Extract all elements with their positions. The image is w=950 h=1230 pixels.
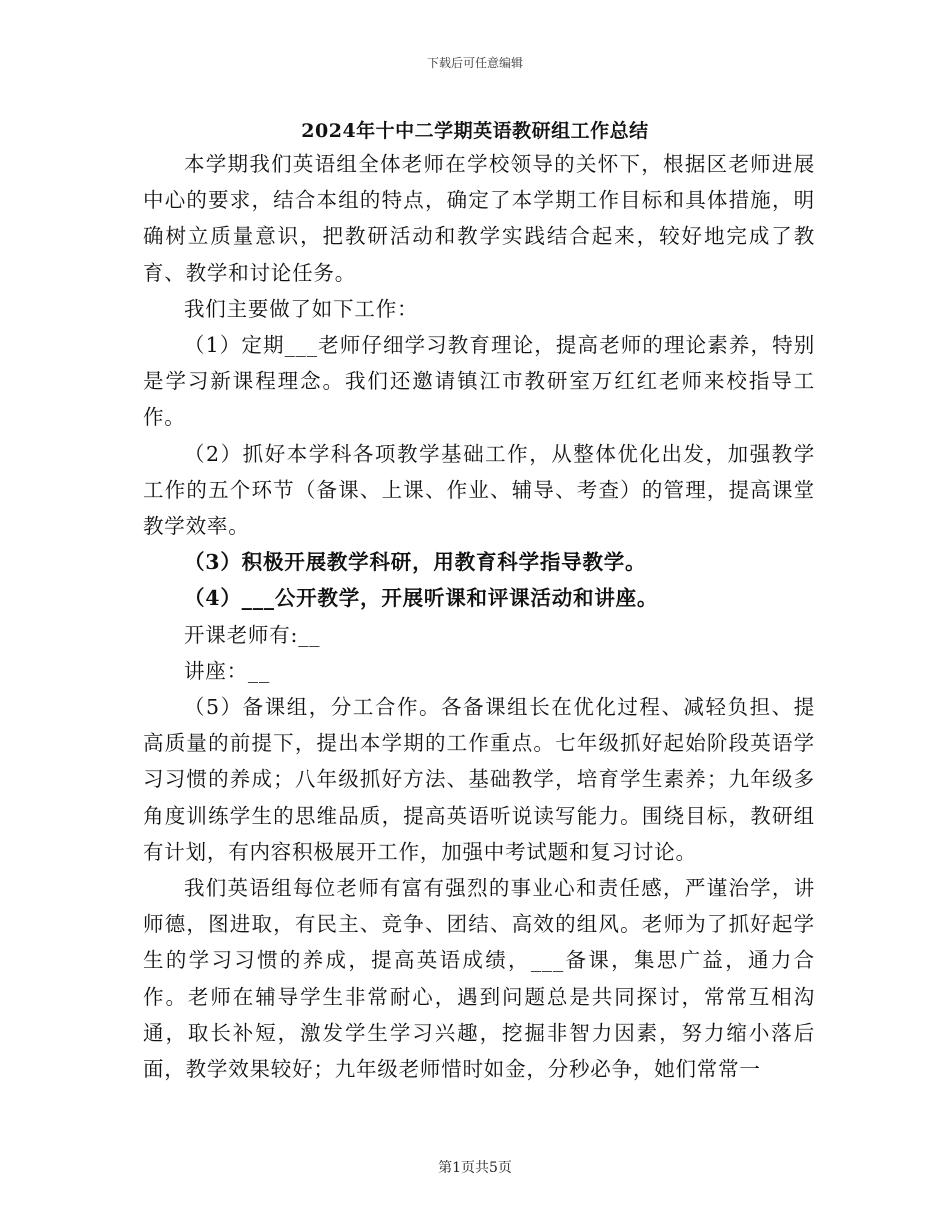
document-body [143,146,815,1087]
document-title: 2024年十中二学期英语教研组工作总结 [301,120,649,142]
paragraph-item-3: （3）积极开展教学科研，用教育科学指导教学。 [184,550,647,575]
paragraph-item-4: （4）___公开教学，开展听课和评课活动和讲座。 [184,586,659,611]
paragraph-lectures: 讲座：__ [184,658,270,683]
paragraph-team-spirit: 我们英语组每位老师有富有强烈的事业心和责任感，严谨治学，讲师德，图进取，有民主、竞争、团结、高效的组风。老师为了抓好起学生的学习习惯的养成，提高英语成绩，___备课，集思广益，通力合作。老师在辅导学生非常耐心，遇到问题总是共同探讨，常常互相沟通，取长补短，激发学生学习兴趣，挖掘非智力因素，努力缩小落后面，教学效果较好；九年级老师惜时如金，分秒必争，她们常常一 [143,876,815,1082]
paragraph-item-5: （5）备课组，分工合作。各备课组长在优化过程、减轻负担、提高质量的前提下，提出本学期的工作重点。七年级抓好起始阶段英语学习习惯的养成；八年级抓好方法、基础教学，培育学生素养；九年级多角度训练学生的思维品质，提高英语听说读写能力。围绕目标，教研组有计划，有内容积极展开工作，加强中考试题和复习讨论。 [143,695,815,864]
page-number: 第1页共5页 [438,1160,512,1176]
paragraph-item-2: （2）抓好本学科各项教学基础工作，从整体优化出发，加强教学工作的五个环节（备课、上课、作业、辅导、考查）的管理，提高课堂教学效率。 [143,441,815,539]
paragraph-open-class-teachers: 开课老师有:__ [184,622,321,647]
paragraph-work-summary: 我们主要做了如下工作： [184,296,419,321]
header-note: 下载后可任意编辑 [426,56,523,70]
paragraph-intro: 本学期我们英语组全体老师在学校领导的关怀下，根据区老师进展中心的要求，结合本组的特点，确定了本学期工作目标和具体措施，明确树立质量意识，把教研活动和教学实践结合起来，较好地完成了教育、教学和讨论任务。 [143,152,815,285]
paragraph-item-1: （1）定期___老师仔细学习教育理论，提高老师的理论素养，特别是学习新课程理念。我们还邀请镇江市教研室万红红老师来校指导工作。 [143,333,815,430]
